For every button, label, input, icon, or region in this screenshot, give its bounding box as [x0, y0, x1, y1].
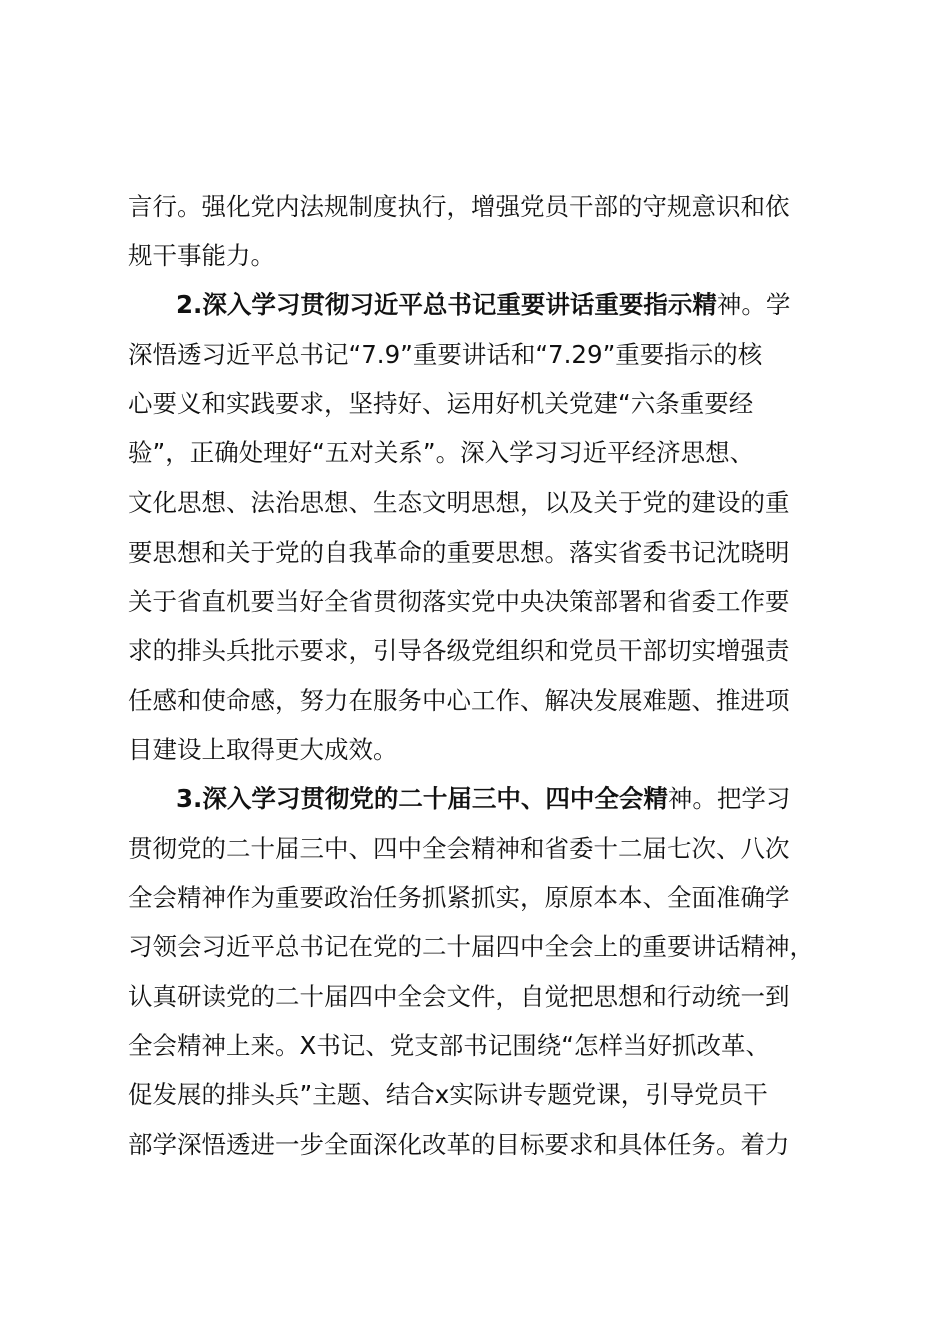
paragraph-line: 关于省直机要当好全省贯彻落实党中央决策部署和省委工作要 — [128, 587, 790, 616]
paragraph-heading-line — [176, 784, 858, 814]
paragraph-line: 促发展的排头兵”主题、结合x实际讲专题党课，引导党员干 — [128, 1080, 768, 1109]
paragraph-line: 任感和使命感，努力在服务中心工作、解决发展难题、推进项 — [128, 686, 790, 715]
paragraph-line: 言行。强化党内法规制度执行，增强党员干部的守规意识和依 — [128, 192, 790, 221]
paragraph-line: 习领会习近平总书记在党的二十届四中全会上的重要讲话精神， — [128, 932, 814, 961]
paragraph-line: 全会精神作为重要政治任务抓紧抓实，原原本本、全面准确学 — [128, 883, 790, 912]
paragraph-line: 要思想和关于党的自我革命的重要思想。落实省委书记沈晓明 — [128, 538, 790, 567]
paragraph-line: 深悟透习近平总书记“7.9”重要讲话和“7.29”重要指示的核 — [128, 340, 763, 369]
paragraph-line: 目建设上取得更大成效。 — [128, 735, 398, 764]
paragraph-line: 规干事能力。 — [128, 241, 275, 270]
paragraph-line: 心要义和实践要求，坚持好、运用好机关党建“六条重要经 — [128, 389, 754, 418]
paragraph-text: 神。把学习 — [667, 784, 791, 813]
paragraph-line: 部学深悟透进一步全面深化改革的目标要求和具体任务。着力 — [128, 1130, 790, 1159]
paragraph-line: 认真研读党的二十届四中全会文件，自觉把思想和行动统一到 — [128, 982, 790, 1011]
paragraph-heading-line — [176, 290, 858, 320]
paragraph-line: 文化思想、法治思想、生态文明思想，以及关于党的建设的重 — [128, 488, 790, 517]
paragraph-line: 全会精神上来。X书记、党支部书记围绕“怎样当好抓改革、 — [128, 1031, 770, 1060]
section-heading: 3.深入学习贯彻党的二十届三中、四中全会精 — [176, 784, 668, 813]
paragraph-line: 贯彻党的二十届三中、四中全会精神和省委十二届七次、八次 — [128, 834, 790, 863]
paragraph-text: 神。学 — [716, 290, 791, 319]
paragraph-line: 验”，正确处理好“五对关系”。深入学习习近平经济思想、 — [128, 438, 755, 467]
section-heading: 2.深入学习贯彻习近平总书记重要讲话重要指示精 — [176, 290, 717, 319]
paragraph-line: 求的排头兵批示要求，引导各级党组织和党员干部切实增强责 — [128, 636, 790, 665]
